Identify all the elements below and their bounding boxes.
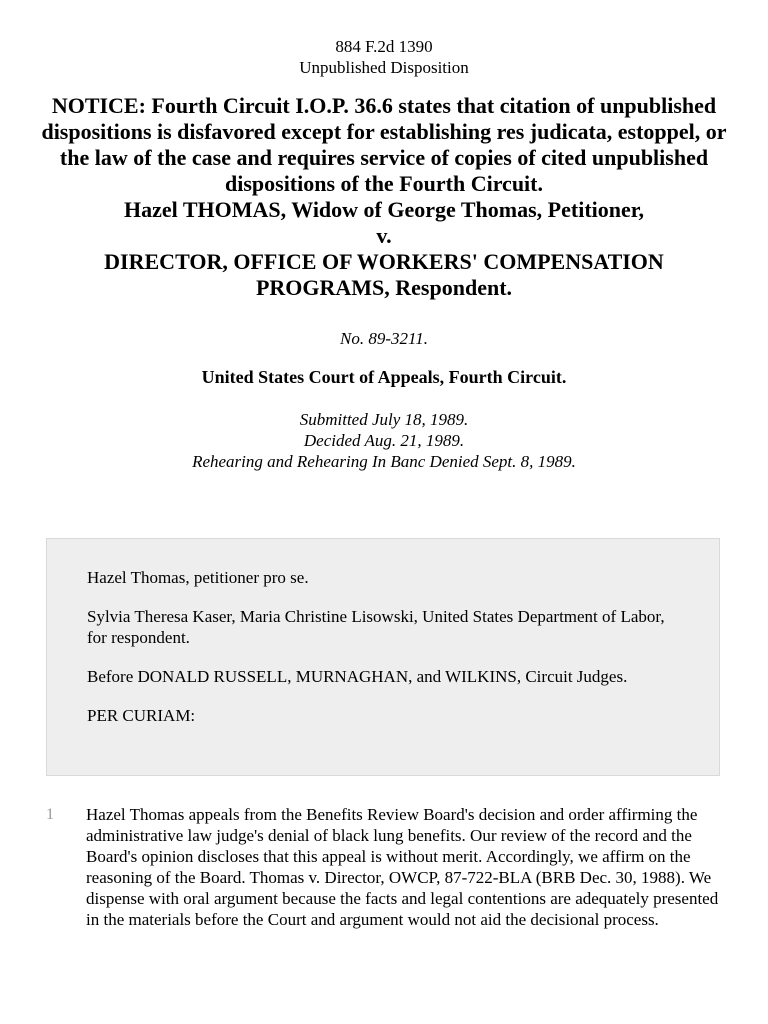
paragraph-text: Hazel Thomas appeals from the Benefits Review Board's decision and order affirming the administrative law judge's denial of black lung benefits. Our review of the record and the Board's opinion discloses that this appeal is without merit. Accordingly, we affirm on the reasoning of the Board. Thomas v. Director, OWCP, 87-722-BLA (BRB Dec. 30, 1988). We dispense with oral argument because the facts and legal contentions are adequately presented in the materials before the Court and argument would not aid the decisional process. [86, 805, 719, 929]
docket-number: No. 89-3211. [340, 329, 428, 348]
versus: v. [376, 223, 392, 248]
opinion-paragraph [46, 804, 726, 930]
submitted-date: Submitted July 18, 1989. [299, 410, 469, 429]
petitioner-name: Hazel THOMAS, Widow of George Thomas, Petitioner, [123, 197, 645, 222]
decided-date: Decided Aug. 21, 1989. [303, 431, 465, 450]
judges-panel: Before DONALD RUSSELL, MURNAGHAN, and WILKINS, Circuit Judges. [87, 667, 628, 686]
petitioner-counsel: Hazel Thomas, petitioner pro se. [87, 568, 309, 587]
court-name: United States Court of Appeals, Fourth Circuit. [201, 367, 567, 387]
case-caption [40, 93, 728, 301]
respondent-name: DIRECTOR, OFFICE OF WORKERS' COMPENSATION PROGRAMS, Respondent. [104, 249, 664, 300]
counsel-box [46, 538, 720, 776]
rehearing-date: Rehearing and Rehearing In Banc Denied Sept. 8, 1989. [192, 452, 576, 471]
case-header [0, 0, 768, 78]
case-dates [0, 409, 768, 472]
per-curiam: PER CURIAM: [87, 706, 196, 725]
respondent-counsel: Sylvia Theresa Kaser, Maria Christine Lisowski, United States Department of Labor, for respondent. [87, 607, 665, 647]
paragraph-number: 1 [46, 806, 54, 823]
citation-notice: NOTICE: Fourth Circuit I.O.P. 36.6 states that citation of unpublished dispositions is disfavored except for establishing res judicata, estoppel, or the law of the case and requires service of copies of cited unpublished dispositions of the Fourth Circuit. [41, 93, 727, 196]
citation: 884 F.2d 1390 [335, 37, 433, 56]
disposition-label: Unpublished Disposition [299, 58, 469, 77]
